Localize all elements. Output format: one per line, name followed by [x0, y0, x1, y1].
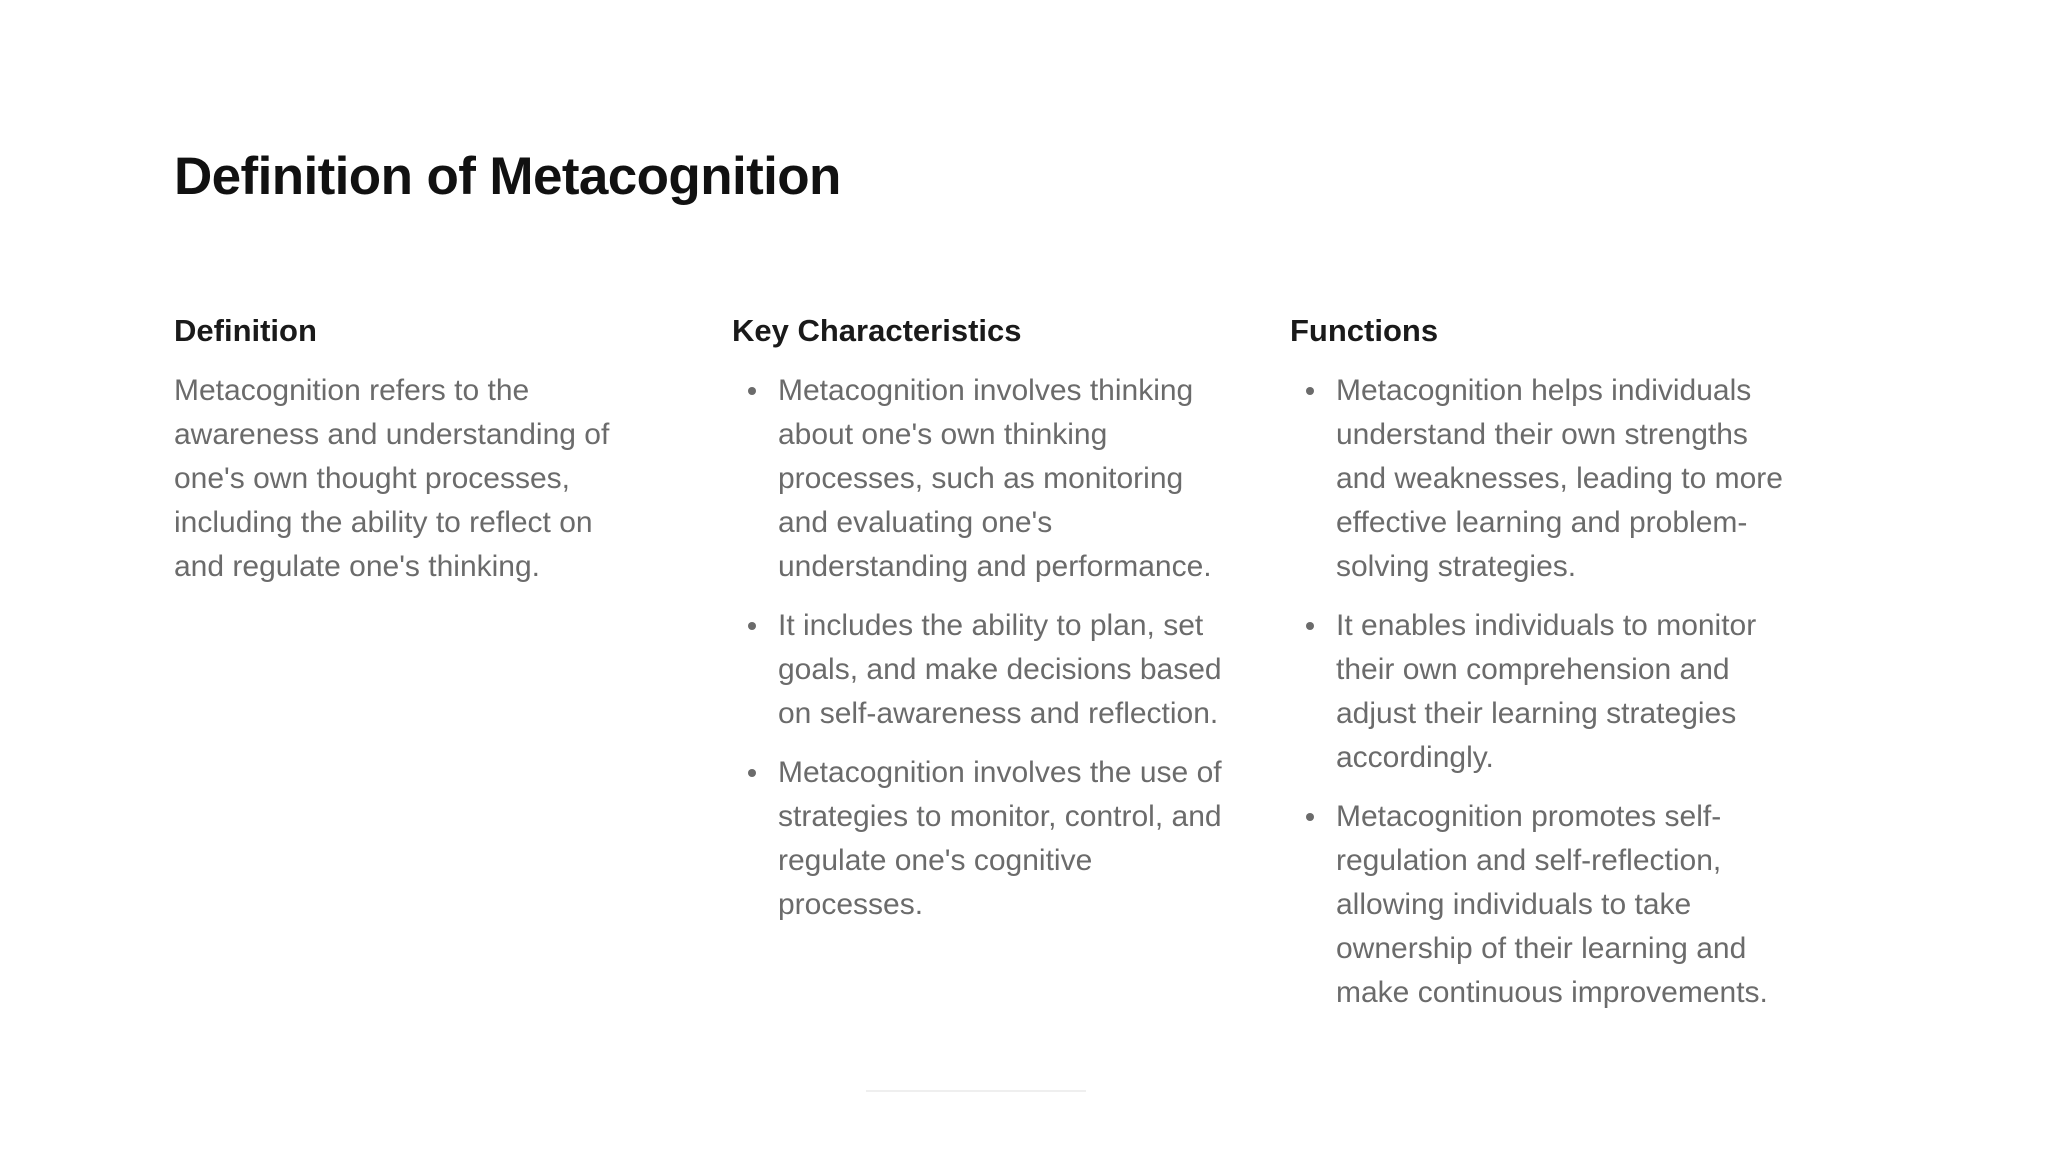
bullet-dot-icon: [1306, 387, 1314, 395]
bullet-dot-icon: [1306, 622, 1314, 630]
definition-column: [174, 312, 732, 1030]
bullet-text: It includes the ability to plan, set goals, and make decisions based on self-awareness and reflection.: [778, 609, 1222, 731]
key-characteristics-column: [732, 312, 1290, 1030]
definition-text: Metacognition refers to the awareness and understanding of one's own thought processes, including the ability to reflect on and regulate one's thinking.: [174, 374, 610, 584]
list-item: [1290, 604, 1790, 780]
list-item: [732, 369, 1232, 589]
list-item: [1290, 795, 1790, 1015]
definition-heading: Definition: [174, 313, 317, 348]
bullet-dot-icon: [1306, 813, 1314, 821]
list-item: [1290, 369, 1790, 589]
bullet-text: Metacognition involves thinking about one's own thinking processes, such as monitoring and evaluating one's understanding and performance.: [778, 374, 1212, 584]
bullet-text: Metacognition helps individuals understand their own strengths and weaknesses, leading to more effective learning and problem-solving strategies.: [1336, 374, 1783, 584]
key-characteristics-heading: Key Characteristics: [732, 313, 1022, 348]
bullet-dot-icon: [748, 622, 756, 630]
bullet-dot-icon: [748, 387, 756, 395]
bullet-text: Metacognition promotes self-regulation and self-reflection, allowing individuals to take ownership of their learning and make continuous improvements.: [1336, 800, 1768, 1010]
functions-heading: Functions: [1290, 313, 1439, 348]
bullet-text: Metacognition involves the use of strategies to monitor, control, and regulate one's cognitive processes.: [778, 756, 1222, 922]
list-item: [732, 751, 1232, 927]
bullet-dot-icon: [748, 769, 756, 777]
functions-column: [1290, 312, 1848, 1030]
bullet-text: It enables individuals to monitor their own comprehension and adjust their learning strategies accordingly.: [1336, 609, 1757, 775]
bottom-divider: [866, 1090, 1086, 1092]
content-columns: [174, 312, 1848, 1030]
key-characteristics-list: [732, 369, 1232, 927]
functions-list: [1290, 369, 1790, 1015]
list-item: [732, 604, 1232, 736]
page-title: Definition of Metacognition: [174, 147, 841, 206]
